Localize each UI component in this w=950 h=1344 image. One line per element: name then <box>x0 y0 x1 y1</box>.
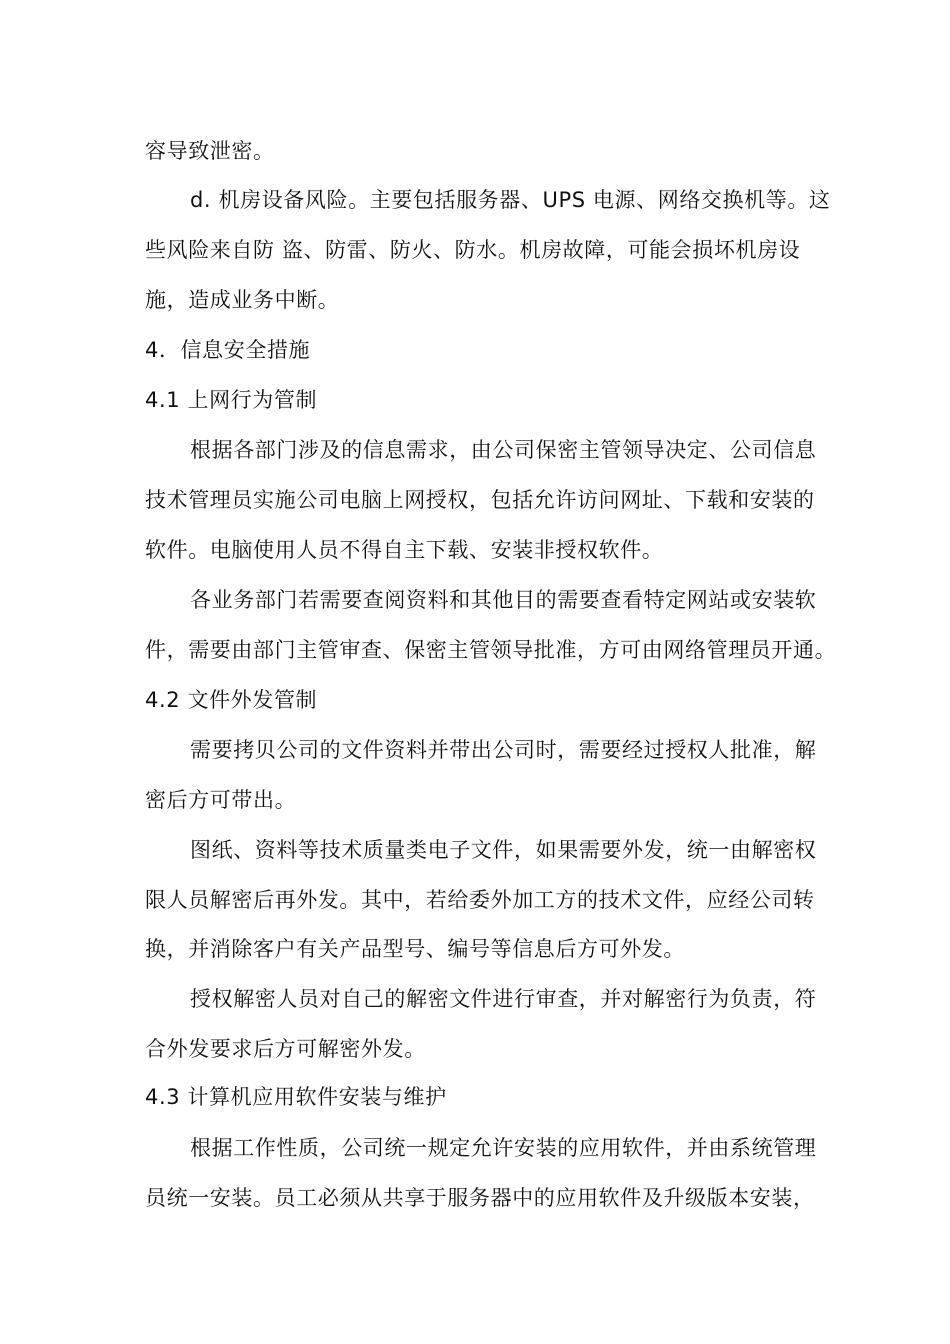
paragraph-line: 件，需要由部门主管审查、保密主管领导批准，方可由网络管理员开通。 <box>145 638 837 662</box>
paragraph-line: 施，造成业务中断。 <box>145 288 340 312</box>
subsection-heading: 4.2 文件外发管制 <box>145 688 318 712</box>
paragraph-line: 授权解密人员对自己的解密文件进行审查，并对解密行为负责，符 <box>190 987 817 1011</box>
paragraph-line: 些风险来自防 盗、防雷、防火、防水。机房故障，可能会损坏机房设 <box>145 238 801 262</box>
paragraph-line: 合外发要求后方可解密外发。 <box>145 1037 426 1061</box>
paragraph-line: 需要拷贝公司的文件资料并带出公司时，需要经过授权人批准，解 <box>190 738 817 762</box>
paragraph-line: 软件。电脑使用人员不得自主下载、安装非授权软件。 <box>145 538 664 562</box>
paragraph-line: 换，并消除客户有关产品型号、编号等信息后方可外发。 <box>145 937 685 961</box>
paragraph-line: 图纸、资料等技术质量类电子文件，如果需要外发，统一由解密权 <box>190 838 817 862</box>
paragraph-line: 各业务部门若需要查阅资料和其他目的需要查看特定网站或安装软 <box>190 588 817 612</box>
paragraph-line: 限人员解密后再外发。其中，若给委外加工方的技术文件，应经公司转 <box>145 888 815 912</box>
paragraph-line: 技术管理员实施公司电脑上网授权，包括允许访问网址、下载和安装的 <box>145 488 815 512</box>
section-heading: 4．信息安全措施 <box>145 338 311 362</box>
paragraph-line: 根据工作性质，公司统一规定允许安装的应用软件，并由系统管理 <box>190 1136 817 1160</box>
paragraph-line: d. 机房设备风险。主要包括服务器、UPS 电源、网络交换机等。这 <box>190 188 831 212</box>
paragraph-line: 员统一安装。员工必须从共享于服务器中的应用软件及升级版本安装， <box>145 1186 815 1210</box>
paragraph-line: 根据各部门涉及的信息需求，由公司保密主管领导决定、公司信息 <box>190 438 817 462</box>
subsection-heading: 4.3 计算机应用软件安装与维护 <box>145 1085 447 1109</box>
paragraph-line: 密后方可带出。 <box>145 788 297 812</box>
paragraph-line: 容导致泄密。 <box>145 139 275 163</box>
subsection-heading: 4.1 上网行为管制 <box>145 388 318 412</box>
